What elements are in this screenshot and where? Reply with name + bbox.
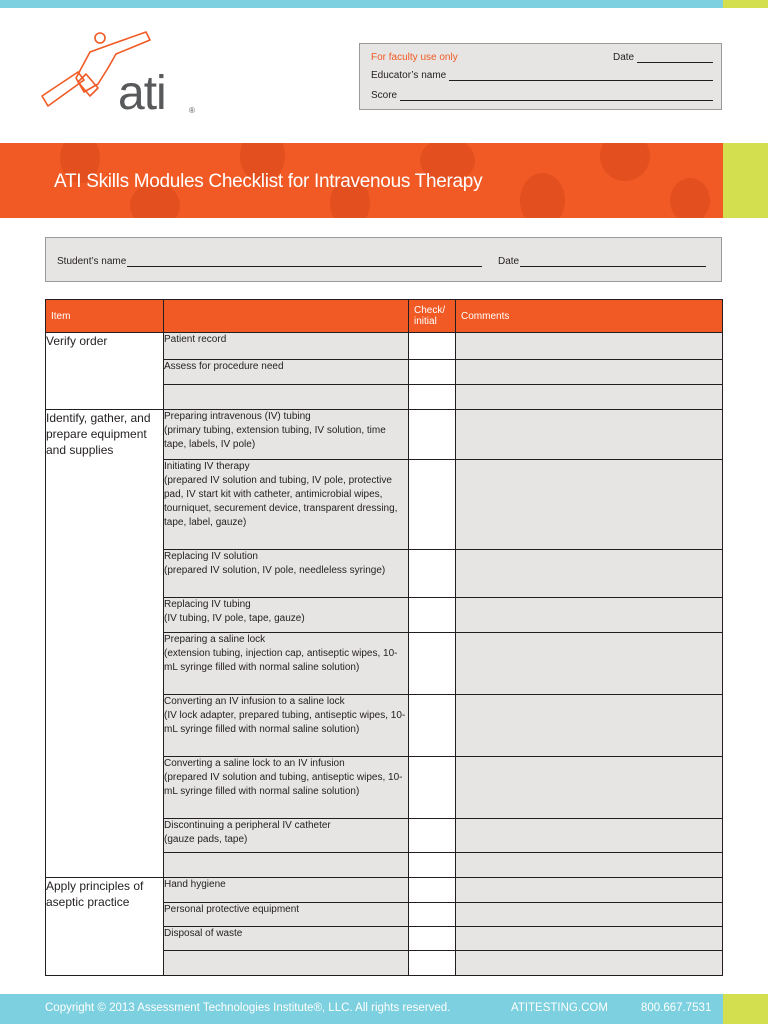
- item-cell: Apply principles of aseptic practice: [46, 878, 164, 976]
- educator-name-label: Educator’s name: [371, 70, 447, 81]
- step-cell: Initiating IV therapy (prepared IV solution and tubing, IV pole, protective pad, IV start kit with catheter, antimicrobial wipes, tourniquet, securement device, transparent dressing, tape, label, gauze): [164, 460, 409, 550]
- comment-cell[interactable]: [456, 410, 723, 460]
- footer-copyright: Copyright © 2013 Assessment Technologies Institute®, LLC. All rights reserved.: [45, 1002, 451, 1014]
- banner-pattern: [520, 173, 565, 218]
- header-item: Item: [46, 300, 164, 333]
- banner-accent: [723, 143, 768, 218]
- check-cell[interactable]: [409, 460, 456, 550]
- faculty-heading: For faculty use only: [371, 52, 458, 63]
- comment-cell[interactable]: [456, 951, 723, 976]
- comment-cell[interactable]: [456, 360, 723, 385]
- check-cell[interactable]: [409, 333, 456, 360]
- item-cell: Identify, gather, and prepare equipment and supplies: [46, 410, 164, 878]
- score-field[interactable]: [371, 87, 713, 101]
- step-cell: Personal protective equipment: [164, 903, 409, 927]
- comment-cell[interactable]: [456, 550, 723, 598]
- top-bar-accent: [723, 0, 768, 8]
- student-date-label: Date: [498, 256, 520, 267]
- comment-cell[interactable]: [456, 927, 723, 951]
- table-row: [46, 878, 723, 903]
- comment-cell[interactable]: [456, 598, 723, 633]
- step-cell: [164, 853, 409, 878]
- faculty-date-field[interactable]: [613, 49, 713, 63]
- step-cell: Hand hygiene: [164, 878, 409, 903]
- step-cell: Replacing IV tubing (IV tubing, IV pole, tape, gauze): [164, 598, 409, 633]
- comment-cell[interactable]: [456, 819, 723, 853]
- student-info-box: [45, 237, 722, 282]
- page-title: ATI Skills Modules Checklist for Intravenous Therapy: [54, 171, 483, 192]
- checklist-table: [45, 299, 723, 976]
- top-bar: [0, 0, 723, 8]
- step-cell: Disposal of waste: [164, 927, 409, 951]
- check-cell[interactable]: [409, 853, 456, 878]
- student-date-line[interactable]: [520, 256, 706, 267]
- student-name-label: Student’s name: [57, 256, 127, 267]
- comment-cell[interactable]: [456, 385, 723, 410]
- faculty-date-line[interactable]: [637, 52, 713, 63]
- check-cell[interactable]: [409, 951, 456, 976]
- comment-cell[interactable]: [456, 853, 723, 878]
- step-cell: [164, 385, 409, 410]
- comment-cell[interactable]: [456, 757, 723, 819]
- student-name-line[interactable]: [127, 256, 482, 267]
- check-cell[interactable]: [409, 360, 456, 385]
- step-cell: Replacing IV solution (prepared IV solution, IV pole, needleless syringe): [164, 550, 409, 598]
- student-name-field[interactable]: [57, 253, 482, 267]
- score-line[interactable]: [400, 90, 713, 101]
- check-cell[interactable]: [409, 878, 456, 903]
- table-row: [46, 410, 723, 460]
- footer-website-link[interactable]: ATITESTING.COM: [511, 1002, 608, 1014]
- check-cell[interactable]: [409, 550, 456, 598]
- score-label: Score: [371, 90, 398, 101]
- comment-cell[interactable]: [456, 695, 723, 757]
- table-header-row: [46, 300, 723, 333]
- banner-pattern: [670, 178, 710, 218]
- check-cell[interactable]: [409, 819, 456, 853]
- step-cell: Assess for procedure need: [164, 360, 409, 385]
- comment-cell[interactable]: [456, 460, 723, 550]
- step-cell: [164, 951, 409, 976]
- comment-cell[interactable]: [456, 903, 723, 927]
- educator-name-line[interactable]: [449, 70, 713, 81]
- footer-bar: [0, 994, 723, 1024]
- check-cell[interactable]: [409, 598, 456, 633]
- footer-accent: [723, 994, 768, 1024]
- student-date-field[interactable]: [498, 253, 706, 267]
- logo-registered-mark: ®: [189, 106, 195, 115]
- faculty-date-label: Date: [613, 52, 635, 63]
- step-cell: Preparing a saline lock (extension tubing, injection cap, antiseptic wipes, 10-mL syringe filled with normal saline solution): [164, 633, 409, 695]
- item-cell: Verify order: [46, 333, 164, 410]
- comment-cell[interactable]: [456, 878, 723, 903]
- check-cell[interactable]: [409, 927, 456, 951]
- header-comments: Comments: [456, 300, 723, 333]
- title-banner: [0, 143, 723, 218]
- ati-logo: [38, 30, 208, 125]
- check-cell[interactable]: [409, 410, 456, 460]
- step-cell: Discontinuing a peripheral IV catheter (gauze pads, tape): [164, 819, 409, 853]
- table-row: [46, 333, 723, 360]
- logo-text: ati: [118, 67, 166, 120]
- check-cell[interactable]: [409, 385, 456, 410]
- educator-name-field[interactable]: [371, 67, 713, 81]
- step-cell: Preparing intravenous (IV) tubing (primary tubing, extension tubing, IV solution, time tape, labels, IV pole): [164, 410, 409, 460]
- check-cell[interactable]: [409, 903, 456, 927]
- step-cell: Converting a saline lock to an IV infusion (prepared IV solution and tubing, antiseptic wipes, 10-mL syringe filled with normal saline solution): [164, 757, 409, 819]
- footer-phone: 800.667.7531: [641, 1002, 712, 1014]
- faculty-use-box: [359, 43, 722, 110]
- check-cell[interactable]: [409, 757, 456, 819]
- step-cell: Converting an IV infusion to a saline lock (IV lock adapter, prepared tubing, antiseptic wipes, 10-mL syringe filled with normal saline solution): [164, 695, 409, 757]
- step-cell: Patient record: [164, 333, 409, 360]
- comment-cell[interactable]: [456, 633, 723, 695]
- check-cell[interactable]: [409, 695, 456, 757]
- check-cell[interactable]: [409, 633, 456, 695]
- header-step: [164, 300, 409, 333]
- comment-cell[interactable]: [456, 333, 723, 360]
- faculty-heading-row: [371, 49, 611, 63]
- banner-pattern: [600, 143, 650, 181]
- header-check: Check/ initial: [409, 300, 456, 333]
